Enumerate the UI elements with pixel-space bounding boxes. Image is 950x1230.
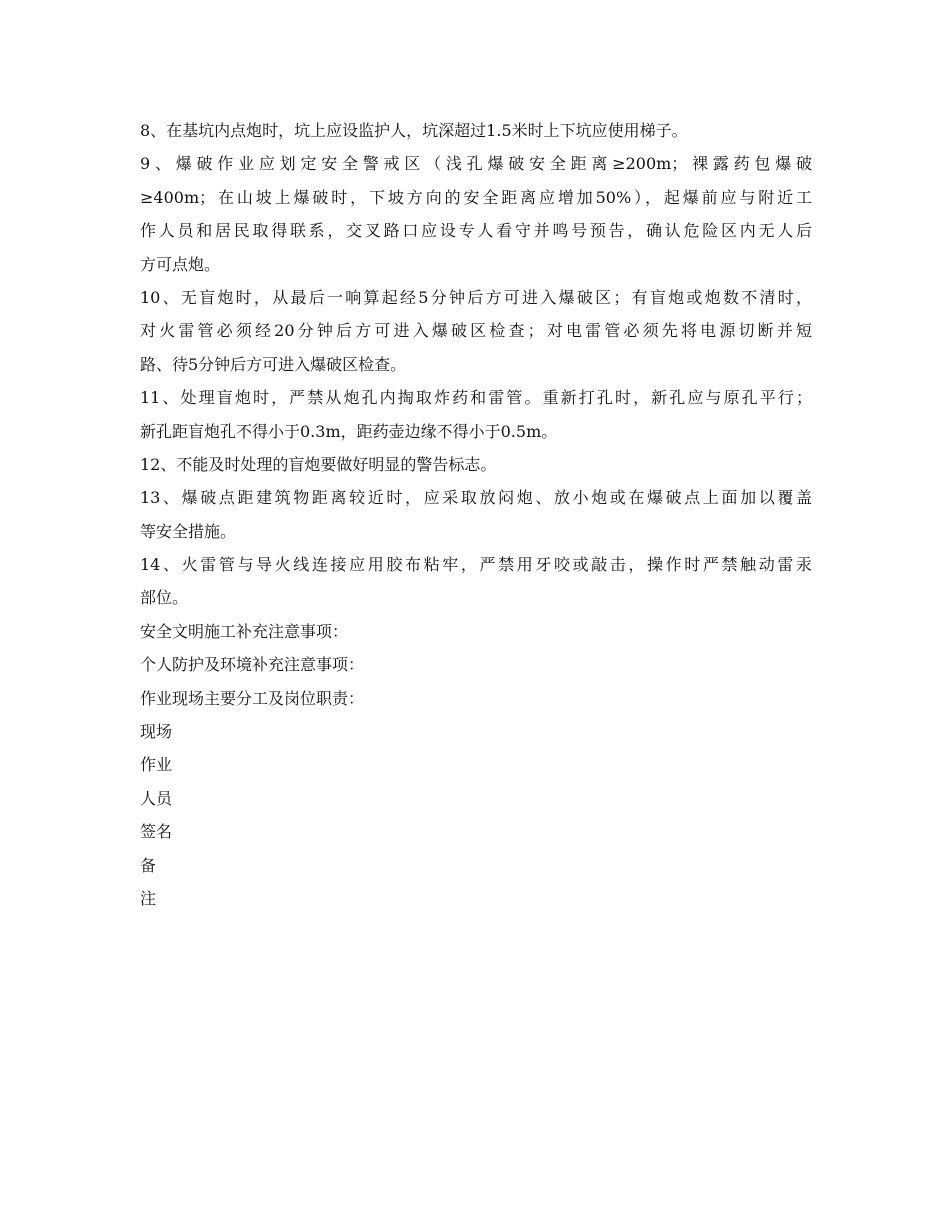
signature-label-4: 签名 <box>140 822 173 842</box>
signature-label-2: 作业 <box>140 755 173 775</box>
section-heading-protection: 个人防护及环境补充注意事项： <box>140 655 365 675</box>
text-line-item-8: 8、在基坑内点炮时，坑上应设监护人，坑深超过1.5米时上下坑应使用梯子。 <box>140 121 688 140</box>
text-line-item-13-b: 等安全措施。 <box>140 521 237 541</box>
text-line-item-14-b: 部位。 <box>140 588 189 608</box>
remarks-label-1: 备 <box>140 855 157 875</box>
text-line-item-10-a: 10、无盲炮时，从最后一响算起经5分钟后方可进入爆破区；有盲炮或炮数不清时， <box>140 287 812 307</box>
text-line-item-12: 12、不能及时处理的盲炮要做好明显的警告标志。 <box>140 454 497 474</box>
text-line-item-10-b: 对火雷管必须经20分钟后方可进入爆破区检查；对电雷管必须先将电源切断并短 <box>140 321 812 341</box>
text-line-item-11-a: 11、处理盲炮时，严禁从炮孔内掏取炸药和雷管。重新打孔时，新孔应与原孔平行； <box>140 388 812 408</box>
text-line-item-9-c: 作人员和居民取得联系，交叉路口应设专人看守并鸣号预告，确认危险区内无人后 <box>140 221 812 241</box>
text-line-item-10-c: 路、待5分钟后方可进入爆破区检查。 <box>140 354 407 374</box>
remarks-label-2: 注 <box>140 888 157 908</box>
text-line-item-9-b: ≥400m；在山坡上爆破时，下坡方向的安全距离应增加50%），起爆前应与附近工 <box>140 187 812 207</box>
text-line-item-9-a: 9、爆破作业应划定安全警戒区（浅孔爆破安全距离≥200m；裸露药包爆破 <box>140 154 812 174</box>
text-line-item-14-a: 14、火雷管与导火线连接应用胶布粘牢，严禁用牙咬或敲击，操作时严禁触动雷汞 <box>140 555 812 575</box>
signature-label-1: 现场 <box>140 722 173 742</box>
signature-label-3: 人员 <box>140 788 173 808</box>
section-heading-duties: 作业现场主要分工及岗位职责： <box>140 688 365 708</box>
text-line-item-9-d: 方可点炮。 <box>140 254 221 274</box>
document-body <box>140 114 812 915</box>
section-heading-safety: 安全文明施工补充注意事项： <box>140 621 349 641</box>
text-line-item-11-b: 新孔距盲炮孔不得小于0.3m，距药壶边缘不得小于0.5m。 <box>140 421 558 441</box>
text-line-item-13-a: 13、爆破点距建筑物距离较近时，应采取放闷炮、放小炮或在爆破点上面加以覆盖 <box>140 488 812 508</box>
